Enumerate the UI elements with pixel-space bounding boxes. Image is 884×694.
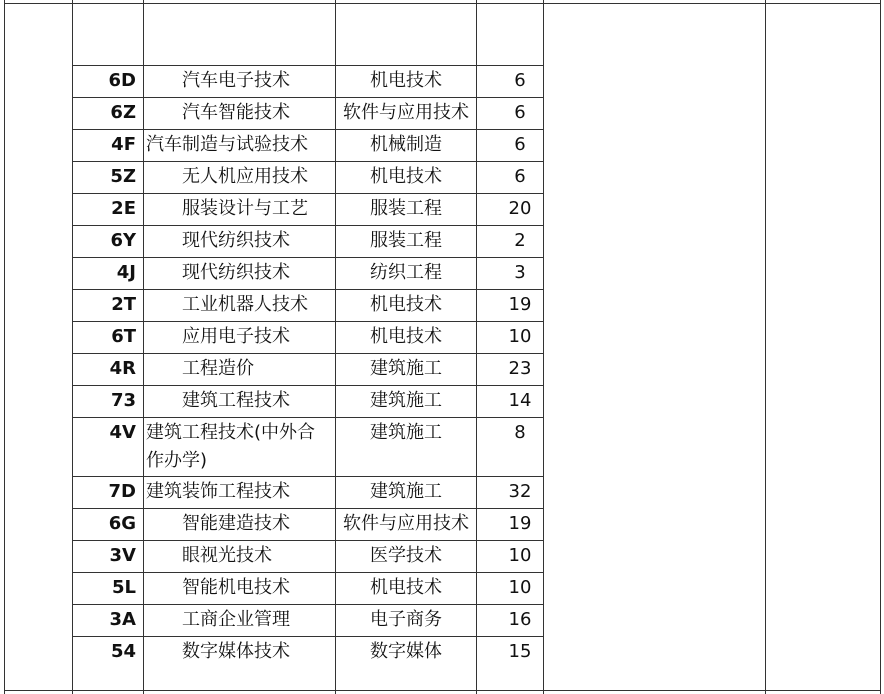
program-code: 73	[110, 390, 136, 411]
enrollment-count: 10	[508, 326, 532, 347]
program-code: 4R	[109, 358, 136, 379]
major-name: 现代纺织技术	[182, 230, 290, 251]
row-divider	[72, 161, 544, 162]
program-code: 3A	[109, 609, 136, 630]
major-name: 智能机电技术	[182, 577, 290, 598]
major-name: 服装设计与工艺	[182, 198, 308, 219]
major-name: 智能建造技术	[182, 513, 290, 534]
major-name: 现代纺织技术	[182, 262, 290, 283]
major-category: 机电技术	[370, 577, 442, 598]
major-name: 数字媒体技术	[182, 641, 290, 662]
major-category: 电子商务	[370, 609, 442, 630]
major-name: 工商企业管理	[182, 609, 290, 630]
row-divider	[72, 65, 544, 66]
major-category: 机电技术	[370, 326, 442, 347]
enrollment-count: 14	[508, 390, 532, 411]
major-name: 眼视光技术	[182, 545, 272, 566]
major-category: 机械制造	[370, 134, 442, 155]
enrollment-count: 3	[514, 262, 526, 283]
major-category: 纺织工程	[370, 262, 442, 283]
program-code: 6Y	[110, 230, 136, 251]
row-divider	[72, 540, 544, 541]
row-divider	[72, 257, 544, 258]
table-border-right	[880, 0, 881, 694]
program-code: 2E	[111, 198, 136, 219]
program-code: 5Z	[110, 166, 136, 187]
major-category: 建筑施工	[370, 422, 442, 443]
major-name: 无人机应用技术	[182, 166, 308, 187]
enrollment-count: 6	[514, 102, 526, 123]
column-divider	[765, 0, 766, 694]
major-category: 软件与应用技术	[343, 513, 469, 534]
major-category: 医学技术	[370, 545, 442, 566]
program-code: 6G	[108, 513, 136, 534]
row-divider	[72, 97, 544, 98]
enrollment-count: 6	[514, 166, 526, 187]
major-category: 服装工程	[370, 198, 442, 219]
row-divider	[72, 604, 544, 605]
enrollment-count: 10	[508, 545, 532, 566]
enrollment-count: 8	[514, 422, 526, 443]
major-category: 机电技术	[370, 70, 442, 91]
major-name-line1: 建筑工程技术(中外合	[146, 422, 316, 443]
program-code: 2T	[111, 294, 136, 315]
enrollment-count: 23	[508, 358, 532, 379]
major-name: 汽车智能技术	[182, 102, 290, 123]
enrollment-count: 10	[508, 577, 532, 598]
program-code: 3V	[109, 545, 136, 566]
major-category: 机电技术	[370, 294, 442, 315]
row-divider	[72, 636, 544, 637]
enrollment-count: 15	[508, 641, 532, 662]
column-divider	[476, 0, 477, 694]
major-name: 工程造价	[182, 358, 254, 379]
row-divider	[72, 508, 544, 509]
program-code: 4F	[111, 134, 136, 155]
major-name: 汽车电子技术	[182, 70, 290, 91]
major-name: 建筑工程技术	[182, 390, 290, 411]
enrollment-count: 19	[508, 513, 532, 534]
program-code: 6Z	[110, 102, 136, 123]
major-category: 建筑施工	[370, 481, 442, 502]
enrollment-count: 32	[508, 481, 532, 502]
row-divider	[72, 417, 544, 418]
row-divider	[72, 476, 544, 477]
enrollment-count: 2	[514, 230, 526, 251]
major-category: 建筑施工	[370, 390, 442, 411]
program-code: 6D	[108, 70, 136, 91]
row-divider	[72, 353, 544, 354]
column-divider	[143, 0, 144, 694]
column-divider	[72, 0, 73, 694]
major-name: 工业机器人技术	[182, 294, 308, 315]
program-code: 6T	[111, 326, 136, 347]
column-divider	[543, 0, 544, 694]
program-code: 5L	[112, 577, 136, 598]
row-divider	[72, 572, 544, 573]
major-category: 服装工程	[370, 230, 442, 251]
row-divider	[72, 129, 544, 130]
row-divider	[72, 385, 544, 386]
enrollment-count: 16	[508, 609, 532, 630]
enrollment-count: 19	[508, 294, 532, 315]
major-name: 应用电子技术	[182, 326, 290, 347]
major-category: 软件与应用技术	[343, 102, 469, 123]
enrollment-count: 6	[514, 134, 526, 155]
program-code: 54	[110, 641, 136, 662]
major-category: 机电技术	[370, 166, 442, 187]
major-name: 建筑装饰工程技术	[146, 481, 290, 502]
enrollment-count: 6	[514, 70, 526, 91]
table-border-bottom	[4, 690, 881, 691]
program-code: 4V	[109, 422, 136, 443]
major-category: 数字媒体	[370, 641, 442, 662]
enrollment-count: 20	[508, 198, 532, 219]
row-divider	[72, 289, 544, 290]
program-code: 7D	[108, 481, 136, 502]
major-name-line2: 作办学)	[146, 450, 208, 471]
table-border-top	[4, 3, 881, 4]
row-divider	[72, 225, 544, 226]
row-divider	[72, 321, 544, 322]
table-border-left	[4, 0, 5, 694]
row-divider	[72, 193, 544, 194]
major-name: 汽车制造与试验技术	[146, 134, 308, 155]
major-category: 建筑施工	[370, 358, 442, 379]
program-code: 4J	[116, 262, 136, 283]
